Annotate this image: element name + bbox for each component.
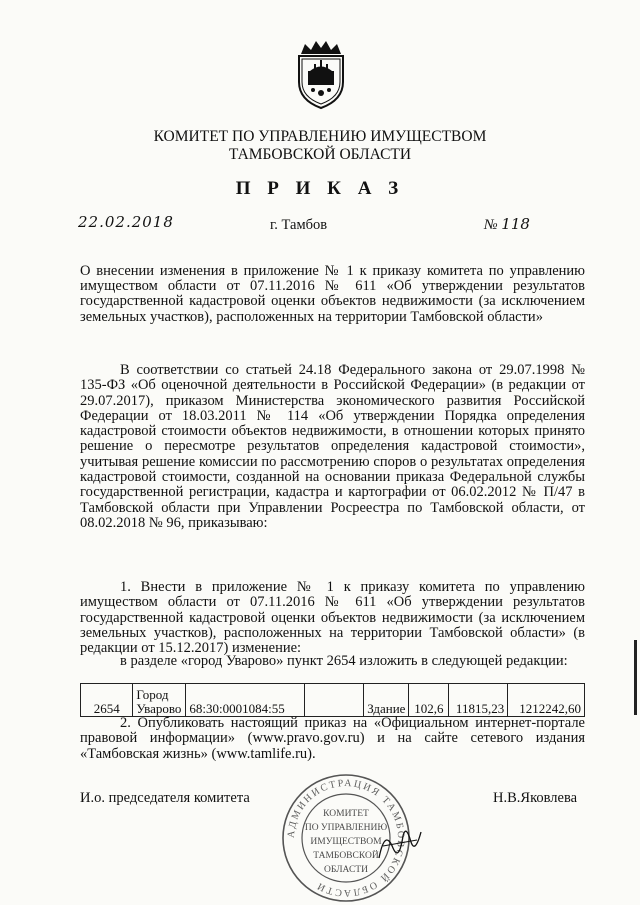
number-sign: №	[484, 217, 498, 233]
cell-item-number: 2654	[81, 684, 133, 717]
cell-cadastral-value: 1212242,60	[508, 684, 585, 717]
organization-name-line2: ТАМБОВСКОЙ ОБЛАСТИ	[228, 146, 412, 163]
seal-line: ОБЛАСТИ	[324, 865, 368, 875]
city-label: г. Тамбов	[270, 217, 328, 233]
signatory-position: И.о. председателя комитета	[80, 790, 250, 806]
cell-cadastral-number: 68:30:0001084:55	[186, 684, 304, 717]
order-subject: О внесении изменения в приложение № 1 к приказу комитета по управлению имуществом области от 07.11.2016 № 611 «Об утверждении результатов государственной кадастровой оценки объектов недвижимости (за исключением земельных участков), расположенных на территории Тамбовской области»	[80, 263, 585, 325]
seal-line: КОМИТЕТ	[323, 809, 369, 819]
cell-object-type: Здание	[364, 684, 409, 717]
seal-line: ПО УПРАВЛЕНИЮ	[304, 823, 388, 833]
handwritten-number: 118	[501, 215, 530, 233]
seal-line: ТАМБОВСКОЙ	[313, 851, 379, 861]
cell-area: 102,6	[409, 684, 449, 717]
signatory-name: Н.В.Яковлева	[493, 790, 578, 806]
seal-ring-text: АДМИНИСТРАЦИЯ ТАМБОВСКОЙ ОБЛАСТИ	[285, 777, 407, 899]
seal-line: ИМУЩЕСТВОМ	[310, 837, 382, 847]
coat-of-arms-emblem	[291, 38, 351, 110]
clause-1-paragraph: 1. Внести в приложение № 1 к приказу комитета по управлению имуществом области от 07.11.2016 № 611 «Об утверждении результатов государственной кадастровой оценки объектов недвижимости (за исключением земельных участков), расположенных на территории Тамбовской области» (в редакции от 15.12.2017) изменение:	[80, 579, 585, 657]
cell-city: Город Уварово	[133, 684, 186, 717]
order-number	[484, 215, 530, 234]
handwritten-date: 22.02.2018	[78, 213, 174, 231]
handwritten-signature	[375, 818, 425, 868]
clause-2-paragraph: 2. Опубликовать настоящий приказ на «Официальном интернет-портале правовой информации» (www.pravo.gov.ru) и на сайте сетевого издания «Тамбовская жизнь» (www.tamlife.ru).	[80, 715, 585, 762]
cell-blank	[304, 684, 363, 717]
document-title: П Р И К А З	[235, 178, 405, 199]
preamble-paragraph: В соответствии со статьей 24.18 Федерального закона от 29.07.1998 № 135-ФЗ «Об оценочной деятельности в Российской Федерации» (в редакции от 29.07.2017), приказом Министерства экономического развития Российской Федерации от 18.03.2011 № 114 «Об утверждении Порядка определения кадастровой стоимости объектов недвижимости, в отношении которых принято решение о пересмотре результатов определения кадастровой стоимости», учитывая решение комиссии по рассмотрению споров о результатах определения кадастровой стоимости, созданной на основании приказа Федеральной службы государственной регистрации, кадастра и картографии от 06.02.2012 № П/47 в Тамбовской области при Управлении Росреестра по Тамбовской области, от 08.02.2018 № 96, приказываю:	[80, 362, 585, 531]
table-row	[81, 684, 585, 717]
clause-1-detail: в разделе «город Уварово» пункт 2654 изложить в следующей редакции:	[120, 653, 568, 669]
property-table	[80, 683, 585, 717]
cell-specific-value: 11815,23	[449, 684, 508, 717]
scan-edge-mark	[634, 640, 637, 715]
organization-name-line1: КОМИТЕТ ПО УПРАВЛЕНИЮ ИМУЩЕСТВОМ	[153, 128, 487, 145]
